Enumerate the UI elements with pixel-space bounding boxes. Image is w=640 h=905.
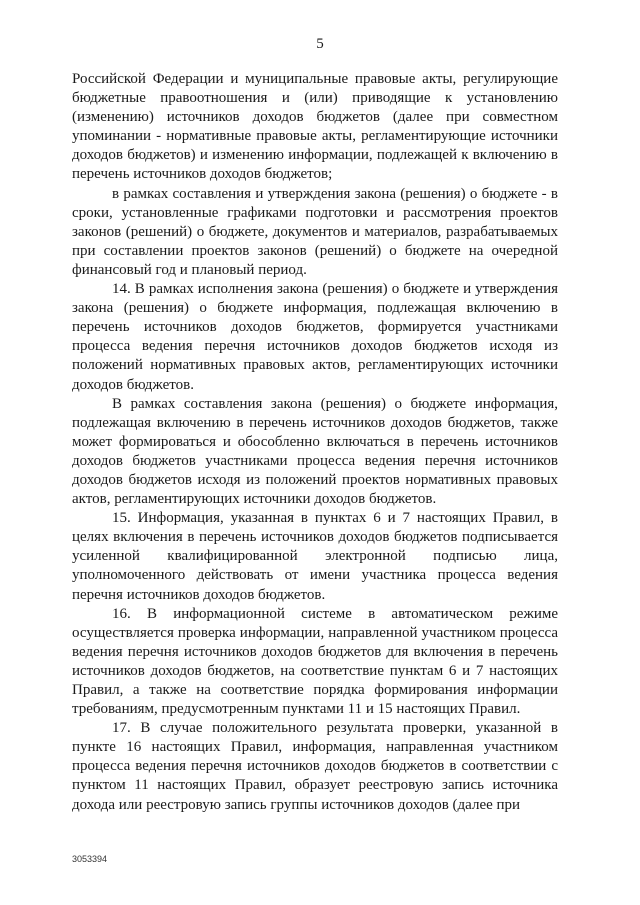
paragraph-item-14: 14. В рамках исполнения закона (решения) о бюджете и утверждения закона (решения) о бюджете информация, подлежащая включению в перечень источников доходов бюджетов, формируется участниками процесса ведения перечня источников доходов бюджетов исходя из положений нормативных правовых актов, регламентирующих источники доходов бюджетов. [72,281,558,393]
paragraph-item-14-continued: В рамках составления закона (решения) о бюджете информация, подлежащая включению в перечень источников доходов бюджетов, также может формироваться и обособленно включаться в перечень источников доходов бюджетов участниками процесса ведения перечня источников доходов бюджетов исходя из положений проектов нормативных правовых актов, регламентирующих источники доходов бюджетов. [72,395,558,508]
paragraph-item-15: 15. Информация, указанная в пунктах 6 и 7 настоящих Правил, в целях включения в перечень источников доходов бюджетов подписывается усиленной квалифицированной электронной подписью лица, уполномоченного действовать от имени участника процесса ведения перечня источников доходов бюджетов. [72,510,558,603]
paragraph-continuation: Российской Федерации и муниципальные правовые акты, регулирующие бюджетные правоотношения и (или) приводящие к установлению (изменению) источников доходов бюджетов (далее при совместном упоминании - нормативные правовые акты, регламентирующие источники доходов бюджетов) и изменению информации, подлежащей к включению в перечень источников доходов бюджетов; [72,71,558,183]
paragraph-budget-drafting: в рамках составления и утверждения закона (решения) о бюджете - в сроки, установленные графиками подготовки и рассмотрения проектов законов (решений) о бюджете, документов и материалов, разрабатываемых при составлении проектов законов (решений) о бюджете на очередной финансовый год и плановый период. [72,185,558,278]
page-number: 5 [316,36,324,52]
document-id: 3053394 [72,854,108,864]
paragraph-item-16: 16. В информационной системе в автоматическом режиме осуществляется проверка информации, направленной участником процесса ведения перечня источников доходов бюджетов для включения в перечень источников доходов бюджетов, на соответствие пунктам 6 и 7 настоящих Правил, а также на соответствие порядка формирования информации требованиям, предусмотренным пунктами 11 и 15 настоящих Правил. [72,605,558,718]
paragraph-item-17: 17. В случае положительного результата проверки, указанной в пункте 16 настоящих Правил, информация, направленная участником процесса ведения перечня источников доходов бюджетов в соответствии с пунктом 11 настоящих Правил, образует реестровую запись источника дохода или реестровую запись группы источников доходов (далее при [72,720,558,813]
document-body [72,70,558,815]
